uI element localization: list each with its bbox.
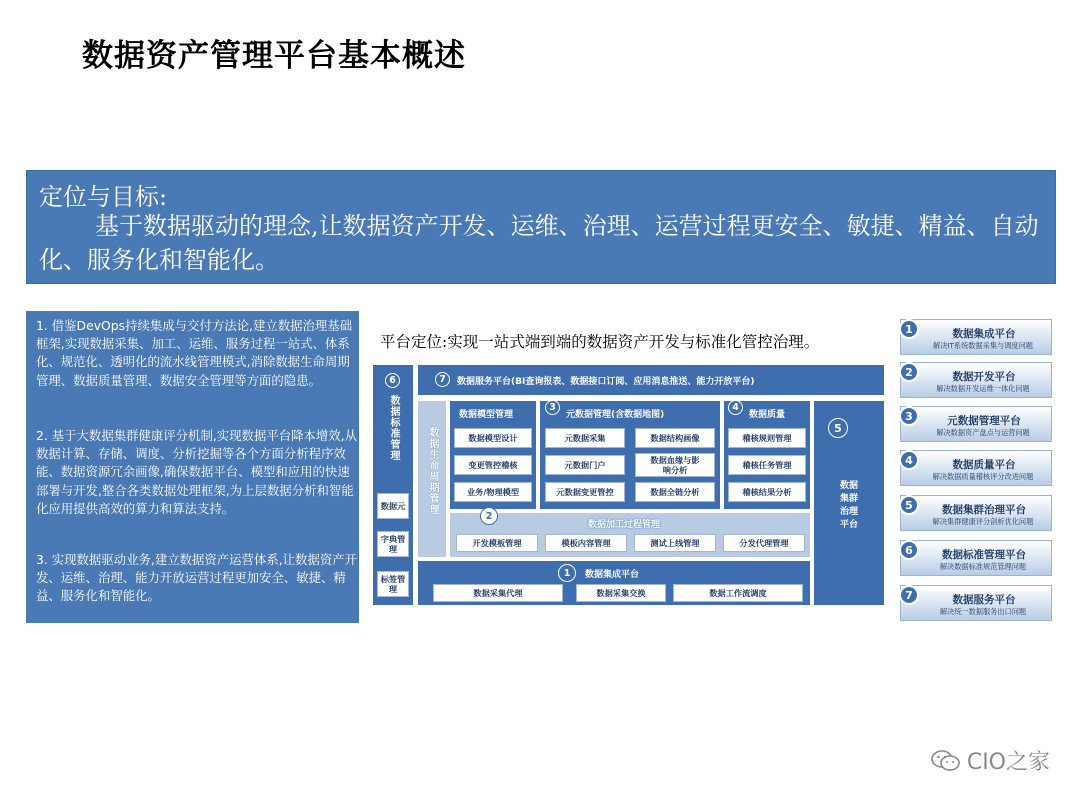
model-item-change-audit: 变更管控稽核 — [454, 455, 532, 475]
meta-item-structure: 数据结构画像 — [635, 428, 715, 448]
platform-positioning: 平台定位:实现一站式端到端的数据资产开发与标准化管控治理。 — [380, 333, 820, 351]
right-item-5 — [900, 495, 1052, 531]
right-item-number: 3 — [899, 406, 919, 426]
right-item-4 — [900, 450, 1052, 486]
meta-item-collect: 元数据采集 — [545, 428, 625, 448]
right-item-desc: 解决数据标准规范管理问题 — [939, 562, 1027, 571]
wechat-icon — [931, 749, 961, 773]
positioning-body: 基于数据驱动的理念,让数据资产开发、运维、治理、运营过程更安全、敏捷、精益、自动化、服务化和智能化。 — [39, 212, 1039, 274]
positioning-heading: 定位与目标: — [39, 183, 168, 211]
lifecycle-label: 数据生命周期管理 — [427, 427, 438, 515]
service-label: 数据服务平台(BI查询报表、数据接口订阅、应用消息推送、能力开放平台) — [457, 377, 755, 387]
architecture-diagram — [373, 365, 885, 635]
right-item-number: 6 — [899, 540, 919, 560]
integration-number: 1 — [558, 564, 576, 582]
watermark-text: CIO之家 — [966, 750, 1050, 775]
integration-item-exchange: 数据采集交换 — [576, 584, 666, 602]
service-number: 7 — [435, 372, 450, 387]
process-label: 数据加工过程管理 — [588, 520, 661, 530]
right-item-2 — [900, 362, 1052, 398]
watermark — [931, 745, 1050, 776]
model-item-design: 数据模型设计 — [454, 428, 532, 448]
right-item-desc: 解决统一数据服务出口问题 — [939, 607, 1027, 616]
positioning-banner — [26, 170, 1056, 284]
standard-item-data-element: 数据元 — [377, 493, 409, 519]
left-points-panel — [26, 311, 359, 623]
integration-item-workflow: 数据工作流调度 — [673, 584, 803, 602]
right-item-desc: 解决数据资产盘点与运营问题 — [936, 428, 1030, 437]
process-number: 2 — [480, 507, 498, 525]
right-item-6 — [900, 540, 1052, 576]
right-item-7 — [900, 585, 1052, 621]
cluster-number: 5 — [828, 418, 848, 438]
quality-item-rules: 稽核规则管理 — [728, 428, 806, 448]
point-3: 3. 实现数据驱动业务,建立数据资产运营体系,让数据资产开发、运维、治理、能力开放运营过程更加安全、敏捷、精益、服务化和智能化。 — [36, 552, 358, 604]
standard-item-tags: 标签管理 — [377, 571, 409, 597]
process-item-test-release: 测试上线管理 — [634, 534, 716, 552]
model-label: 数据模型管理 — [459, 410, 514, 420]
right-item-desc: 解决数据开发运维一体化问题 — [936, 384, 1030, 393]
right-item-desc: 解决IT系统数据采集与调度问题 — [933, 341, 1033, 350]
right-item-number: 5 — [899, 495, 919, 515]
right-item-title: 数据集成平台 — [952, 328, 1016, 340]
right-item-number: 7 — [899, 585, 919, 605]
right-item-title: 数据标准管理平台 — [942, 549, 1026, 561]
meta-label: 元数据管理(含数据地图) — [566, 410, 665, 420]
quality-number: 4 — [728, 400, 743, 415]
quality-label: 数据质量 — [749, 410, 786, 420]
right-item-desc: 解决数据质量稽核评分改进问题 — [932, 472, 1034, 481]
meta-item-change: 元数据变更管控 — [545, 482, 625, 502]
right-item-title: 数据集群治理平台 — [942, 504, 1026, 516]
meta-item-lineage: 数据血缘与影响分析 — [635, 453, 715, 477]
process-item-template-dev: 开发模板管理 — [456, 534, 538, 552]
process-item-template-content: 模板内容管理 — [545, 534, 627, 552]
right-item-title: 数据服务平台 — [952, 594, 1016, 606]
standard-item-dictionary: 字典管理 — [377, 531, 409, 557]
right-item-number: 4 — [899, 450, 919, 470]
meta-item-portal: 元数据门户 — [545, 455, 625, 475]
integration-label: 数据集成平台 — [585, 570, 640, 580]
page-title: 数据资产管理平台基本概述 — [82, 38, 466, 74]
cluster-label: 数据集群治理平台 — [839, 481, 858, 530]
right-item-number: 2 — [899, 362, 919, 382]
standard-number: 6 — [385, 373, 400, 388]
quality-item-results: 稽核结果分析 — [728, 482, 806, 502]
right-item-desc: 解决集群健康评分剖析优化问题 — [932, 517, 1034, 526]
right-item-title: 数据质量平台 — [952, 459, 1016, 471]
right-item-title: 数据开发平台 — [952, 371, 1016, 383]
meta-number: 3 — [545, 400, 560, 415]
model-item-biz-physical: 业务/物理模型 — [454, 482, 532, 502]
right-item-number: 1 — [899, 319, 919, 339]
point-1: 1. 借鉴DevOps持续集成与交付方法论,建立数据治理基础框架,实现数据采集、加工、运维、服务过程一站式、体系化、规范化、透明化的流水线管理模式,消除数据生命周期管理、数据质量管理、数据安全管理等方面的隐患。 — [36, 318, 353, 388]
process-item-distribution: 分发代理管理 — [723, 534, 805, 552]
standard-label: 数据标准管理 — [388, 395, 399, 461]
meta-item-chain: 数据全链分析 — [635, 482, 715, 502]
integration-item-agent: 数据采集代理 — [433, 584, 563, 602]
right-item-title: 元数据管理平台 — [947, 415, 1021, 427]
right-item-3 — [900, 406, 1052, 442]
point-2: 2. 基于大数据集群健康评分机制,实现数据平台降本增效,从数据计算、存储、调度、分析挖掘等各个方面分析程序效能、数据资源冗余画像,确保数据平台、模型和应用的快速部署与开发,整合各类数据处理框架,为上层数据分析和智能化应用提供高效的算力和算法支持。 — [36, 428, 358, 516]
quality-item-tasks: 稽核任务管理 — [728, 455, 806, 475]
right-item-1 — [900, 319, 1052, 355]
